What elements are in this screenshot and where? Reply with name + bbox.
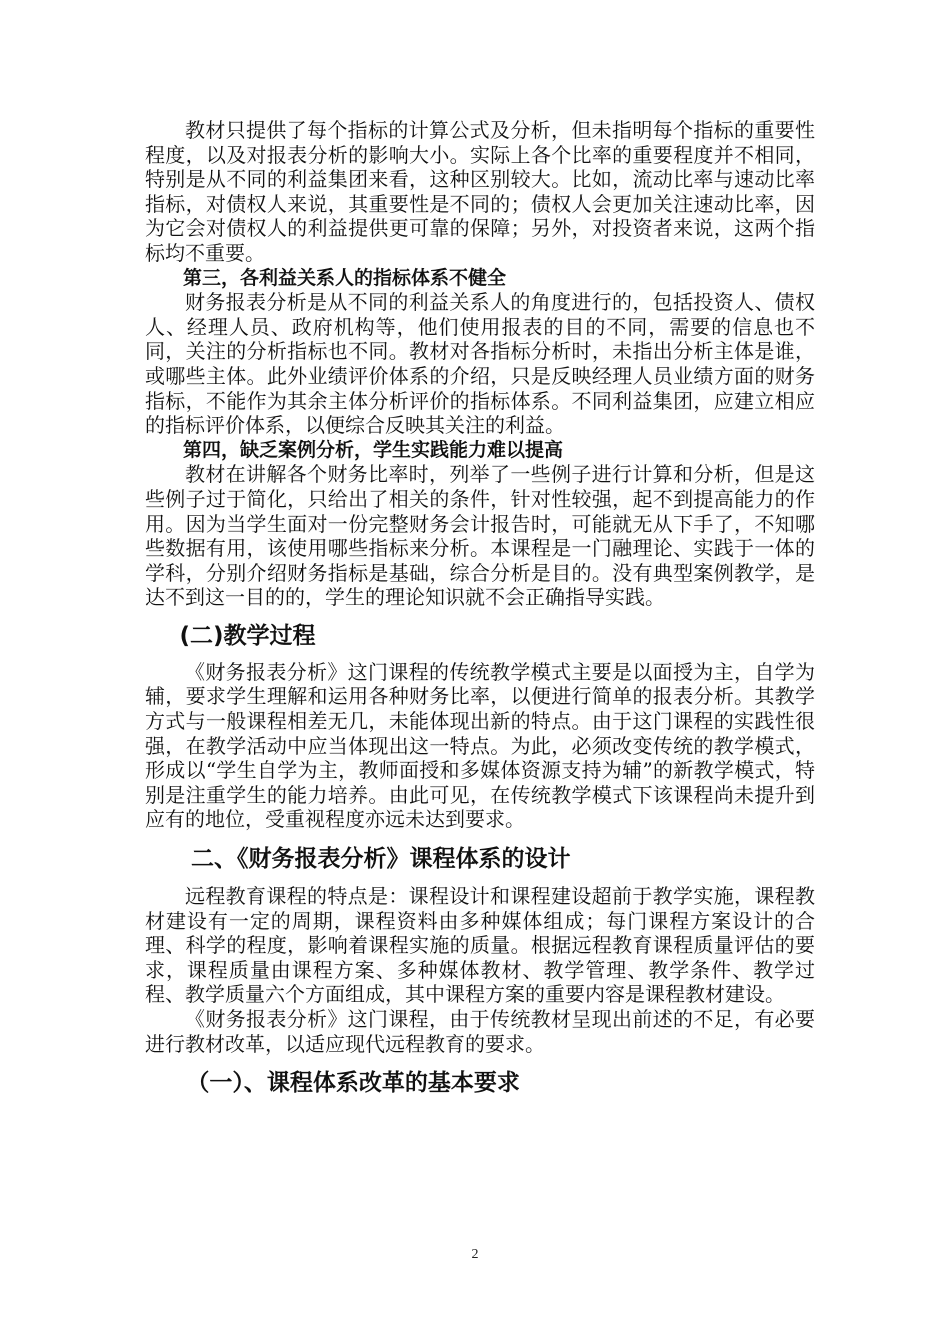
paragraph-case-analysis: 教材在讲解各个财务比率时，列举了一些例子进行计算和分析，但是这些例子过于简化，只给出了相关的条件，针对性较强，起不到提高能力的作用。因为当学生面对一份完整财务会计报告时，可能就无从下手了，不知哪些数据有用，该使用哪些指标来分析。本课程是一门融理论、实践于一体的学科，分别介绍财务指标是基础，综合分析是目的。没有典型案例教学，是达不到这一目的的，学生的理论知识就不会正确指导实践。 [145,462,815,610]
heading-course-design: 二、《财务报表分析》课程体系的设计 [191,846,571,873]
paragraph-textbook-reform: 《财务报表分析》这门课程，由于传统教材呈现出前述的不足，有必要进行教材改革，以适应现代远程教育的要求。 [145,1007,815,1056]
paragraph-stakeholders: 财务报表分析是从不同的利益关系人的角度进行的，包括投资人、债权人、经理人员、政府机构等，他们使用报表的目的不同，需要的信息也不同，关注的分析指标也不同。教材对各指标分析时，未指出分析主体是谁，或哪些主体。此外业绩评价体系的介绍，只是反映经理人员业绩方面的财务指标，不能作为其余主体分析评价的指标体系。不同利益集团，应建立相应的指标评价体系，以便综合反映其关注的利益。 [145,290,815,438]
page-number: 2 [471,1247,479,1262]
paragraph-teaching-mode: 《财务报表分析》这门课程的传统教学模式主要是以面授为主，自学为辅，要求学生理解和运用各种财务比率，以便进行简单的报表分析。其教学方式与一般课程相差无几，未能体现出新的特点。由于这门课程的实践性很强，在教学活动中应当体现出这一特点。为此，必须改变传统的教学模式，形成以“学生自学为主，教师面授和多媒体资源支持为辅”的新教学模式，特别是注重学生的能力培养。由此可见，在传统教学模式下该课程尚未提升到应有的地位，受重视程度亦远未达到要求。 [145,659,815,832]
paragraph-distance-education: 远程教育课程的特点是：课程设计和课程建设超前于教学实施，课程教材建设有一定的周期，课程资料由多种媒体组成；每门课程方案设计的合理、科学的程度，影响着课程实施的质量。根据远程教育课程质量评估的要求，课程质量由课程方案、多种媒体教材、教学管理、教学条件、教学过程、教学质量六个方面组成，其中课程方案的重要内容是课程教材建设。 [145,884,815,1007]
subheading-fourth: 第四，缺乏案例分析，学生实践能力难以提高 [183,438,564,461]
paragraph-importance: 教材只提供了每个指标的计算公式及分析，但未指明每个指标的重要性程度，以及对报表分析的影响大小。实际上各个比率的重要程度并不相同，特别是从不同的利益集团来看，这种区别较大。比如，流动比率与速动比率指标，对债权人来说，其重要性是不同的；债权人会更加关注速动比率，因为它会对债权人的利益提供更可靠的保障；另外，对投资者来说，这两个指标均不重要。 [145,118,815,265]
heading-teaching-process: (二)教学过程 [179,622,316,649]
heading-reform-requirements: （一）、课程体系改革的基本要求 [186,1070,520,1097]
subheading-third: 第三，各利益关系人的指标体系不健全 [183,266,507,289]
document-body [145,118,815,1098]
